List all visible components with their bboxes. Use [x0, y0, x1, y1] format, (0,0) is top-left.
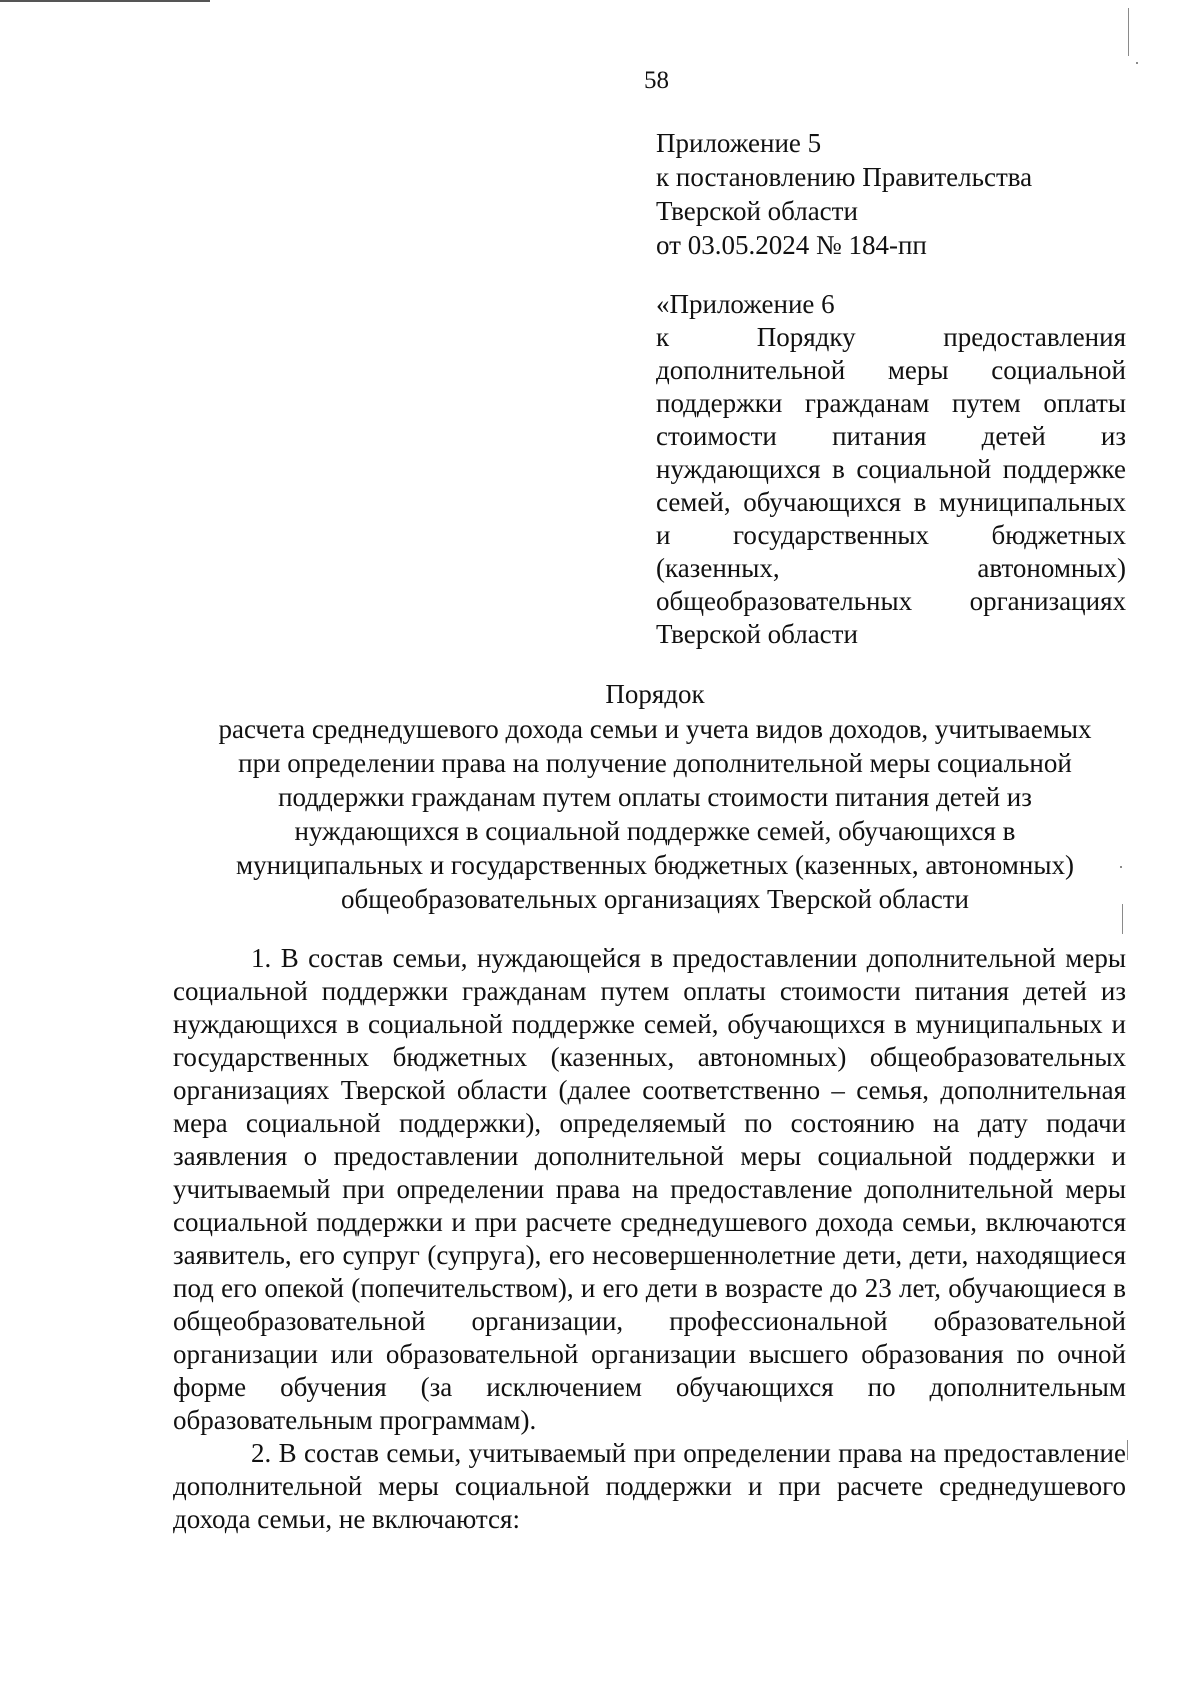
subtitle-line: общеобразовательных организациях Тверской области: [341, 884, 969, 914]
subtitle-line: расчета среднедушевого дохода семьи и учета видов доходов, учитываемых: [218, 714, 1092, 744]
scan-artifact: [1122, 904, 1123, 934]
appendix-6-header: [656, 288, 1126, 651]
subtitle-line: нуждающихся в социальной поддержке семей, обучающихся в: [294, 816, 1016, 846]
scan-artifact: [1120, 866, 1122, 868]
subtitle-line: поддержки гражданам путем оплаты стоимости питания детей из: [278, 782, 1032, 812]
document-subtitle: [170, 712, 1140, 916]
appendix-6-title: «Приложение 6: [656, 289, 835, 319]
document-title: Порядок: [605, 679, 705, 709]
scan-artifact: [1127, 1440, 1128, 1460]
scan-artifact: [1128, 8, 1129, 56]
scan-artifact: [1136, 62, 1138, 64]
stamp-line: от 03.05.2024 № 184-пп: [656, 230, 927, 260]
top-edge-rule: [0, 0, 210, 2]
page-number: 58: [644, 67, 669, 94]
stamp-line: Приложение 5: [656, 128, 822, 158]
subtitle-line: муниципальных и государственных бюджетных (казенных, автономных): [236, 850, 1074, 880]
stamp-line: Тверской области: [656, 196, 858, 226]
paragraph-2: 2. В состав семьи, учитываемый при определении права на предоставление дополнительной меры социальной поддержки и при расчете среднедушевого дохода семьи, не включаются:: [173, 1438, 1126, 1534]
stamp-line: к постановлению Правительства: [656, 162, 1033, 192]
document-body: [173, 942, 1126, 1536]
appendix-5-header: [656, 126, 1126, 262]
appendix-6-text: к Порядку предоставления дополнительной меры социальной поддержки гражданам путем оплаты стоимости питания детей из нуждающихся в социальной поддержке семей, обучающихся в муниципальных и государственных бюджетных (казенных, автономных) общеобразовательных организациях Тверской области: [656, 322, 1126, 649]
subtitle-line: при определении права на получение дополнительной меры социальной: [238, 748, 1072, 778]
paragraph-1: 1. В состав семьи, нуждающейся в предоставлении дополнительной меры социальной поддержки гражданам путем оплаты стоимости питания детей из нуждающихся в социальной поддержке семей, обучающихся в муниципальных и государственных бюджетных (казенных, автономных) общеобразовательных организациях Тверской области (далее соответственно – семья, дополнительная мера социальной поддержки), определяемый по состоянию на дату подачи заявления о предоставлении дополнительной меры социальной поддержки и учитываемый при определении права на предоставление дополнительной меры социальной поддержки и при расчете среднедушевого дохода семьи, включаются заявитель, его супруг (супруга), его несовершеннолетние дети, дети, находящиеся под его опекой (попечительством), и его дети в возрасте до 23 лет, обучающиеся в общеобразовательной организации, профессиональной образовательной организации или образовательной организации высшего образования по очной форме обучения (за исключением обучающихся по дополнительным образовательным программам).: [173, 943, 1126, 1435]
